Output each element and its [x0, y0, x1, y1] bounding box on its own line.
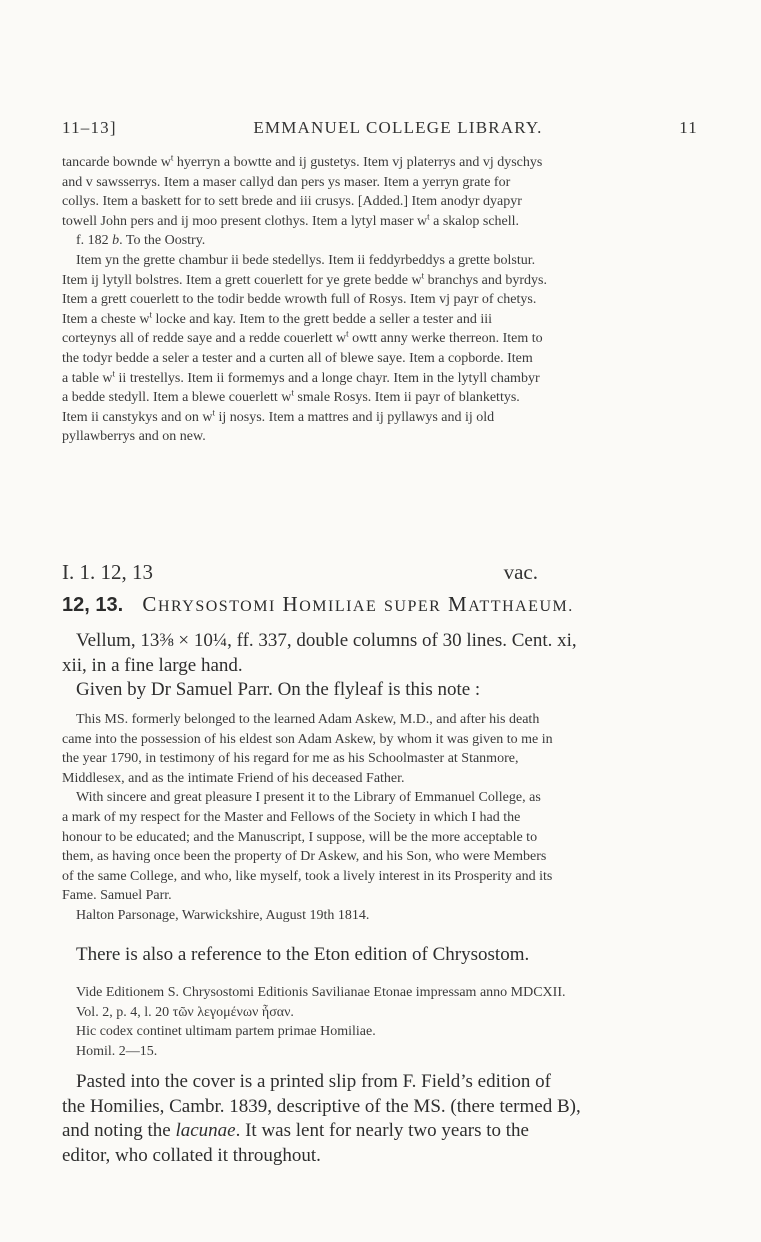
- inventory-line: Item a grett couerlett to the todir bedde wrowth full of Rosys. Item vj payr of chetys.: [62, 292, 537, 308]
- shelfmark-vac: vac.: [503, 560, 538, 584]
- inventory-line: the todyr bedde a seler a tester and a curten all of blewe saye. Item a copborde. Item: [62, 350, 533, 366]
- note-line: came into the possession of his eldest son Adam Askew, by whom it was given to me in: [62, 731, 553, 747]
- eton-line: There is also a reference to the Eton edition of Chrysostom.: [76, 944, 530, 965]
- note-line: a mark of my respect for the Master and Fellows of the Society in which I had the: [62, 809, 521, 825]
- inventory-line: a bedde stedyll. Item a blewe couerlett $w^t$ smale Rosys. Item ii payr of blankettys.: [62, 387, 520, 406]
- note-line: With sincere and great pleasure I present it to the Library of Emmanuel College, as: [76, 790, 541, 806]
- note-line: them, as having once been the property of Dr Askew, and his Son, who were Members: [62, 849, 547, 865]
- note-line: This MS. formerly belonged to the learned Adam Askew, M.D., and after his death: [76, 712, 540, 727]
- inventory-line: Item a cheste $w^t$ locke and kay. Item to the grett bedde a seller a tester and iii: [62, 309, 492, 327]
- header-page-number: 11: [679, 118, 698, 137]
- note-line: Middlesex, and as the intimate Friend of his deceased Father.: [62, 770, 405, 786]
- description-line: Vellum, 13⅜ × 10¼, ff. 337, double columns of 30 lines. Cent. xi,: [76, 630, 577, 651]
- pasted-line: the Homilies, Cambr. 1839, descriptive of the MS. (there termed B),: [62, 1095, 581, 1117]
- inventory-line: a table $w^t$ ii trestellys. Item ii formemys and a longe chayr. Item in the lytyll chambyr: [62, 367, 540, 386]
- pasted-line: and noting the lacunae. It was lent for nearly two years to the: [62, 1120, 529, 1141]
- note-line: Halton Parsonage, Warwickshire, August 19th 1814.: [76, 907, 370, 923]
- pasted-line: editor, who collated it throughout.: [62, 1144, 321, 1166]
- entry-number: 12, 13.: [62, 594, 124, 616]
- vide-line: Homil. 2—15.: [76, 1043, 158, 1059]
- header-title: EMMANUEL COLLEGE LIBRARY.: [253, 118, 543, 137]
- inventory-line: pyllawberrys and on new.: [62, 429, 206, 445]
- description-line: Given by Dr Samuel Parr. On the flyleaf is this note :: [76, 679, 481, 700]
- inventory-line: Item yn the grette chambur ii bede stedellys. Item ii feddyrbeddys a grette bolstur.: [76, 252, 536, 268]
- description: [62, 629, 698, 703]
- note-line: honour to be educated; and the Manuscript, I suppose, will be the more acceptable to: [62, 829, 538, 845]
- header-page-range: 11–13]: [62, 118, 117, 137]
- description-line: xii, in a fine large hand.: [62, 654, 243, 676]
- pasted-line: Pasted into the cover is a printed slip from F. Field’s edition of: [76, 1071, 551, 1092]
- note-line: Fame. Samuel Parr.: [62, 888, 172, 904]
- inventory-line: tancarde bownde $w^t$ hyerryn a bowtte and ij gustetys. Item vj platerrys and vj dyschys: [62, 152, 543, 170]
- inventory-line: Item ij lytyll bolstres. Item a grett couerlett for ye grete bedde $w^t$ branchys and byrdys.: [62, 269, 547, 288]
- shelfmark-row: [62, 560, 698, 585]
- vide-line: Vide Editionem S. Chrysostomi Editionis Savilianae Etonae impressam anno MDCXII.: [76, 985, 566, 1000]
- vide-line: Vol. 2, p. 4, l. 20 τῶν λεγομένων ἦσαν.: [76, 1004, 294, 1020]
- inventory-text: [62, 153, 698, 447]
- vide-line: Hic codex continet ultimam partem primae Homiliae.: [76, 1024, 376, 1040]
- note-line: of the same College, and who, like myself, took a lively interest in its Prosperity and its: [62, 868, 553, 884]
- inventory-line: and v sawsserrys. Item a maser callyd dan pers ys maser. Item a yerryn grate for: [62, 174, 511, 190]
- inventory-line: corteynys all of redde saye and a redde couerlett $w^t$ owtt anny werke therreon. Item to: [62, 328, 543, 347]
- vide-note: [62, 983, 698, 1061]
- shelfmark: I. 1. 12, 13: [62, 560, 153, 584]
- flyleaf-note: [62, 710, 698, 926]
- eton-reference: [62, 943, 698, 968]
- running-header: [62, 118, 698, 138]
- inventory-line: Item ii canstykys and on $w^t$ ij nosys. Item a mattres and ij pyllawys and ij old: [62, 407, 495, 425]
- inventory-line: collys. Item a baskett for to sett brede and iii crusys. [Added.] Item anodyr dyapyr: [62, 194, 522, 210]
- pasted-slip-note: [62, 1070, 698, 1168]
- entry-title: [62, 592, 698, 617]
- inventory-line: towell John pers and ij moo present clothys. Item a lytyl maser $w^t$ a skalop schell.: [62, 211, 520, 229]
- inventory-line: f. 182 b. To the Oostry.: [76, 233, 206, 249]
- note-line: the year 1790, in testimony of his regard for me as his Schoolmaster at Stanmore,: [62, 751, 519, 767]
- entry-title-text: CHRYSOSTOMI HOMILIAE SUPER MATTHAEUM.: [142, 592, 574, 616]
